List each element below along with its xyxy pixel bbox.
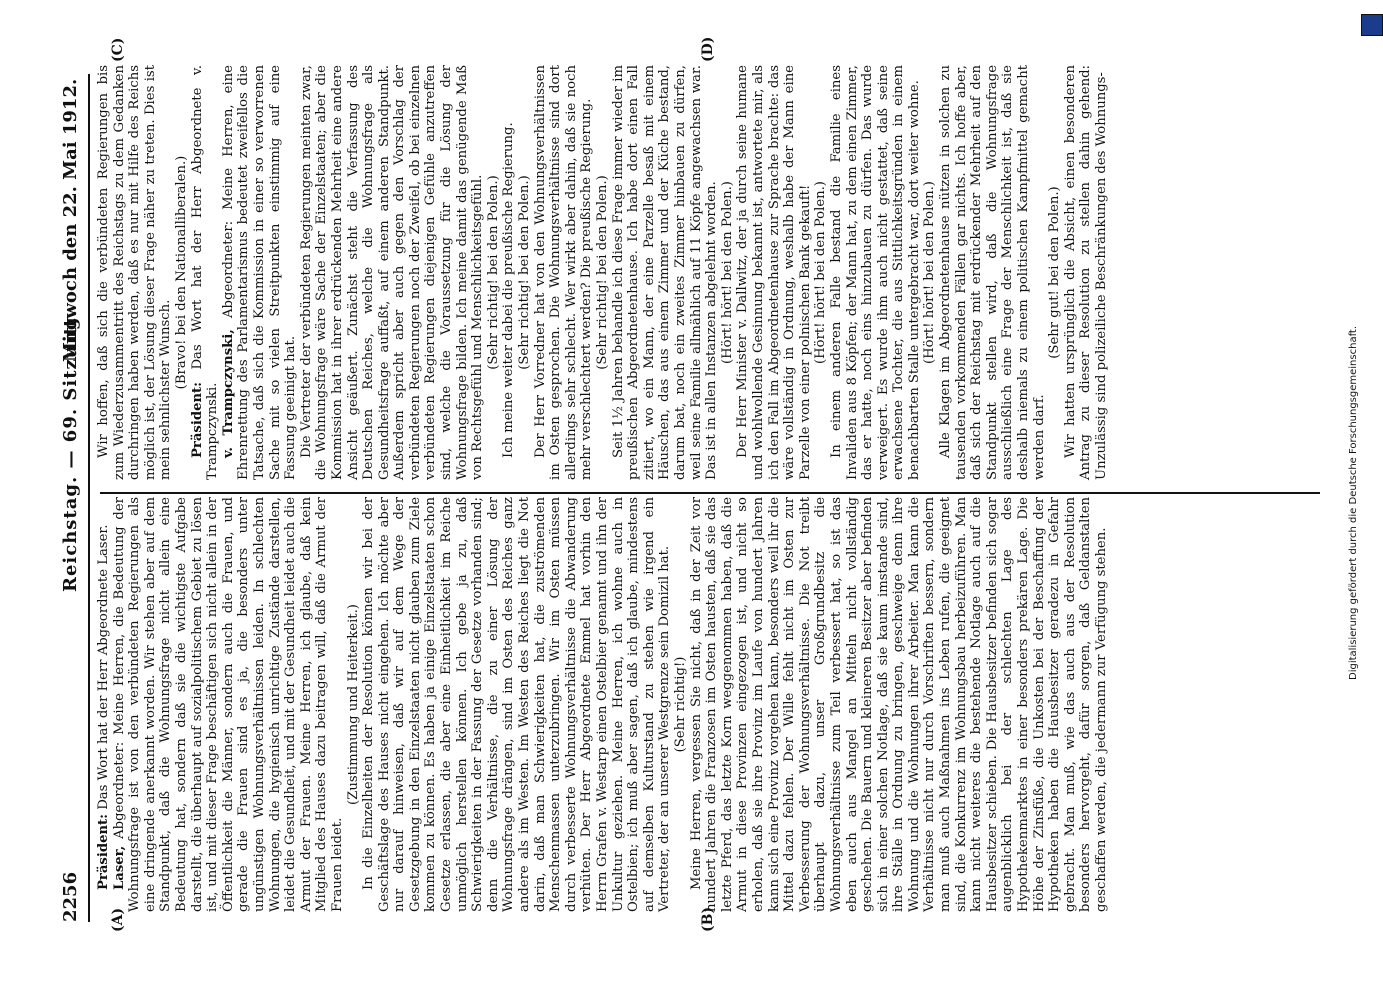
right-column (96, 65, 1110, 480)
speech-paragraph (112, 497, 346, 912)
dfg-logo (1361, 14, 1383, 36)
speaker-name: Laser, (111, 845, 127, 890)
digitization-credit (1348, 40, 1368, 680)
interjection: (Sehr gut! bei den Polen.) (1047, 186, 1063, 359)
speech-text: Das Wort hat der Herr Abgeordnete v. Trampczynski. (189, 65, 221, 480)
running-header (60, 62, 86, 922)
speaker-name: v. Trampczynski, (220, 329, 236, 458)
text-paragraph: Alle Klagen im Abgeordnetenhause nützen in solchen zu tausenden vorkommenden Fällen gar nichts. Ich hoffe aber, daß sich der Reichstag mit erdrückender Mehrheit auf den Standpunkt stellen wird, daß die Wohnungsfrage ausschließlich eine Frage der Menschlichkeit ist, daß sie deshalb niemals zu einem politischen Kampfmittel gemacht werden darf. (938, 65, 1047, 480)
session-date: Mittwoch den 22. Mai 1912. (60, 78, 81, 362)
interjection: (Bravo! bei den Nationalliberalen.) (173, 155, 189, 390)
text-paragraph: Ich meine weiter dabei die preußische Regierung. (501, 122, 517, 458)
speech-paragraph (96, 497, 112, 912)
text-paragraph: Meine Herren, vergessen Sie nicht, daß in der Zeit vor hundert Jahren die Franzosen im Osten hausten, daß sie das letzte Pferd, das letzte Korn weggenommen haben, daß die Armut in diese Provinzen eingezogen ist, und nicht so erholen, daß sie ihre Provinz im Laufe von hundert Jahren kann sich eine Provinz vorgehen kann, besonders weil ihr die Mittel dazu fehlen. Der Wille fehlt nicht im Osten zur Verbesserung der Wohnungsverhältnisse. Die Not treibt überhaupt dazu, unser Großgrundbesitz die Wohnungsverhältnisse zum Teil verbessert hat, so ist das eben auch aus Mangel an Mitteln nicht vollständig geschehen. Die Bauern und kleineren Besitzer aber befinden sich in einer solchen Notlage, daß sie kaum imstande sind, ihre Ställe in Ordnung zu bringen, geschweige denn ihre Wohnung und die Wohnungen ihrer Arbeiter. Man kann die Verhältnisse nicht nur durch Vorschriften bessern, sondern man muß auch Maßnahmen ins Leben rufen, die geeignet sind, die Konkurrenz im Wohnungsbau herbeizuführen. Man kann nicht weiteres die bestehende Notlage auch auf die Hausbesitzer schieben. Die Hausbesitzer befinden sich sogar augenblicklich bei der schlechten Lage des Hypothekenmarktes in einer besonders prekären Lage. Die Höhe der Zinsfüße, die Unkosten bei der Beschaffung der Hypotheken haben die Hausbesitzer geradezu in Gefahr gebracht. Man muß, wie das auch aus der Resolution besonders hervorgeht, dafür sorgen, daß Geldanstalten geschaffen werden, die jedermann zur Verfügung stehen. (688, 497, 1109, 912)
speech-paragraph (221, 65, 299, 480)
interjection: (Sehr richtig!) (672, 656, 688, 753)
text-paragraph: Wir hatten ursprünglich die Absicht, einen besonderen Antrag zu dieser Resolution zu stellen dahin gehend: Unzulässig sind polizeiliche Beschränkungen des Wohnungs- (1062, 65, 1109, 480)
credit-text: Digitalisierung gefördert durch die Deutsche Forschungsgemeinschaft. (1348, 325, 1359, 680)
interjection: (Zustimmung und Heiterkeit.) (345, 604, 361, 805)
speaker-name: Präsident: (189, 381, 205, 458)
interjection: (Hört! hört! bei den Polen.) (719, 181, 735, 364)
speech-text: Abgeordneter: Meine Herren, eine Ehrenrettung des Parlamentarismus bedeutet zweifellos die Tatsache, daß sich die Kommission in einer so verworrenen Sache mit so vielen Streitpunkten einstimmig auf eine Fassung geeinigt hat. (220, 65, 299, 480)
margin-letter-b: (B) (700, 906, 716, 932)
margin-letter-d: (D) (700, 36, 716, 62)
text-paragraph: Wir hoffen, daß sich die verbündeten Regierungen bis zum Wiederzusammentritt des Reichstags zu dem Gedanken durchringen haben werden, daß es nur mit Hilfe des Reichs möglich ist, der Lösung dieser Frage näher zu treten. Dies ist mein sehnlichster Wunsch. (96, 65, 174, 480)
left-column (96, 497, 1110, 912)
running-title: Reichstag. — 69. Sitzung. (60, 309, 81, 592)
text-paragraph: Seit 1½ Jahren behandle ich diese Frage immer wieder im preußischen Abgeordnetenhause. Ich habe dort einen Fall zitiert, wo ein Mann, der eine Parzelle besaß mit einem Häuschen, das aus einem Zimmer und der Küche bestand, darum bat, noch ein zweites Zimmer hinbauen zu dürfen, weil seine Familie allmählich auf 11 Köpfe angewachsen war. Das ist in allen Instanzen abgelehnt worden. (610, 65, 720, 480)
text-paragraph: Der Herr Vorredner hat von den Wohnungsverhältnissen im Osten gesprochen. Die Wohnungsverhältnisse sind dort allerdings sehr schlecht. Wer wirkt aber dahin, daß sie noch mehr verschlechtert werden? Die preußische Regierung. (532, 65, 595, 480)
text-paragraph: Die Vertreter der verbündeten Regierungen meinten zwar, die Wohnungsfrage wäre Sache der Einzelstaaten; aber die Kommission hat in ihrer erdrückenden Mehrheit eine andere Ansicht geäußert. Zunächst steht die Verfassung des Deutschen Reiches, welche die Wohnungsfrage als Gesundheitsfrage auffaßt, auf einem anderen Standpunkt. Außerdem spricht aber auch gegen den Vorschlag der verbündeten Regierungen noch der Zweifel, ob bei einzelnen verbündeten Regierungen diejenigen Gefühle anzutreffen sind, welche die Voraussetzung für die Lösung der Wohnungsfrage bilden. Ich meine damit das genügende Maß von Rechtsgefühl und Menschlichkeitsgefühl. (298, 65, 486, 480)
header-rule (88, 74, 90, 922)
speaker-name: Präsident: (96, 813, 111, 890)
interjection: (Hört! hört! bei den Polen.) (813, 181, 829, 364)
interjection: (Sehr richtig! bei den Polen.) (485, 175, 501, 370)
speech-text: Das Wort hat der Herr Abgeordnete Laser. (96, 524, 111, 810)
speech-text: Abgeordneter: Meine Herren, die Bedeutung der Wohnungsfrage ist von den verbündeten Regierungen als eine dringende anerkannt worden. Wir stehen aber auf dem Standpunkt, daß die Wohnungsfrage nicht allein eine Bedeutung hat, sondern daß sie die wichtigste Aufgabe darstellt, die überhaupt auf sozialpolitischem Gebiet zu lösen ist, und mit dieser Frage beschäftigen sich nicht allein in der Öffentlichkeit die Männer, sondern auch die Frauen, und gerade die Frauen sind es ja, die besonders unter ungünstigen Wohnungsverhältnissen leiden. In schlechten Wohnungen, die hygienisch unrichtige Zustände darstellen, leidet die Gesundheit, und mit der Gesundheit leidet auch die Armut der Frauen. Meine Herren, ich glaube, daß kein Mitglied des Hauses dazu beitragen will, daß die Armut der Frauen leidet. (111, 497, 345, 912)
text-paragraph: In die Einzelheiten der Resolution können wir bei der Geschäftslage des Hauses nicht eingehen. Ich möchte aber nur darauf hinweisen, daß wir auf dem Wege der Gesetzgebung in den Einzelstaaten nicht glauben zum Ziele kommen zu können. Es haben ja einige Einzelstaaten schon Gesetze erlassen, die aber eine Einheitlichkeit im Reiche unmöglich herstellen können. Ich gebe ja zu, daß Schwierigkeiten in der Fassung der Gesetze vorhanden sind; denn die Verhältnisse, die zu einer Lösung der Wohnungsfrage drängen, sind im Osten des Reiches ganz andere als im Westen. Im Westen des Reiches liegt die Not darin, daß man Schwierigkeiten hat, die zuströmenden Menschenmassen unterzubringen. Wir im Osten müssen durch verbesserte Wohnungsverhältnisse die Abwanderung verhüten. Der Herr Abgeordnete Emmel hat vorhin den Herrn Grafen v. Westarp einen Ostelbier genannt und ihn der Unkultur geziehen. Meine Herren, ich wohne auch in Ostelbien; ich muß aber sagen, daß ich glaube, mindestens auf demselben Kulturstand zu stehen wie irgend ein Vertreter, der an unserer Westgrenze sein Domizil hat. (361, 497, 673, 912)
page-number: 2256 (60, 871, 81, 922)
text-paragraph: Der Herr Minister v. Dallwitz, der ja durch seine humane und wohlwollende Gesinnung bekannt ist, antwortete mir, als ich den Fall im Abgeordnetenhause zur Sprache brachte: das wäre vollständig in Ordnung, weshalb habe der Mann eine Parzelle von einer polnischen Bank gekauft! (735, 65, 813, 480)
column-divider (100, 492, 1320, 494)
interjection: (Sehr richtig! bei den Polen.) (517, 175, 533, 370)
interjection: (Sehr richtig! bei den Polen.) (595, 175, 610, 370)
speech-paragraph (190, 65, 221, 480)
interjection: (Hört! hört! bei den Polen.) (922, 181, 938, 364)
text-paragraph: In einem anderen Falle bestand die Familie eines Invaliden aus 8 Köpfen; der Mann hat, zu dem einen Zimmer, das er hatte, noch eins hinzubauen zu dürfen. Das wurde verweigert. Es wurde ihm auch nicht gestattet, daß seine erwachsene Tochter, die aus Sittlichkeitsgründen in einem benachbarten Stalle untergebracht war, dort weiter wohne. (828, 65, 922, 480)
margin-letter-a: (A) (110, 907, 126, 932)
margin-letter-c: (C) (110, 37, 126, 62)
